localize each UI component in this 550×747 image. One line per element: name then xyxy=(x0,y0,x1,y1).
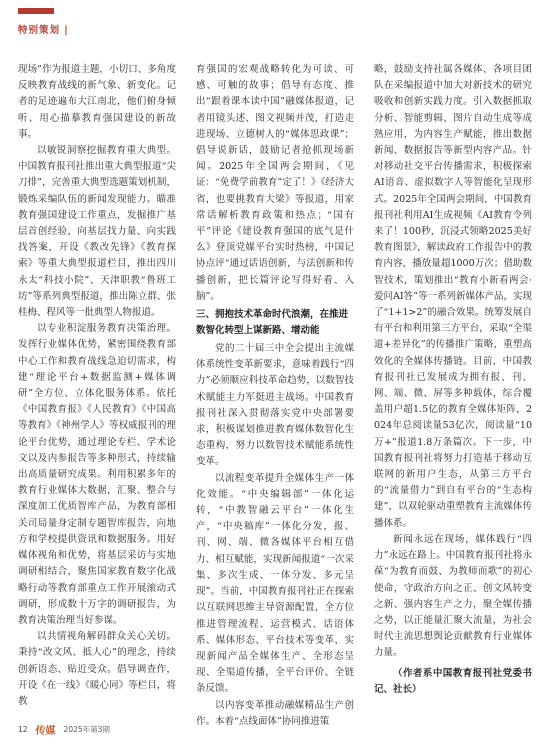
paragraph: 略，鼓励支持社属各媒体、各项目团队在采编报道中加大对新技术的研究吸收和创新实践力度。引入数据抓取分析、智能剪辑、图片自动生成等成熟应用，为内容生产赋能，推出数据新闻、数据报告等新型内容产品。针对移动社交平台传播需求，积极探索AI语音、虚拟数字人等智能化呈现形式。2025年全国两会期间，中国教育报刊社利用AI生成视频《AI教育令列来了！100秒，沉浸式领略2025美好教育图景》，解读政府工作报告中的教育内容，播放量超1000万次；借助数智技术，策划推出“教育小新看两会·爱问AI答”等一系列新媒体产品，实现了“1+1>2”的融合效果。统筹发展自有平台和利用第三方平台，采取“全渠道+差异化”的传播推广策略，重塑高效化的全媒体传播链。目前，中国教育报刊社已发展成为拥有报、刊、网、端、微、屏等多种载体，综合覆盖用户超1.5亿的教育全媒体矩阵，2024年总阅读量53亿次，阅读量“10万+”报道1.8万条篇次。下一步，中国教育报刊社将努力打造基于移动互联网的新用户生态，从第三方平台的“流量借力”到自有平台的“生态构建”，以双轮驱动重塑教育主流媒体传播体系。 xyxy=(374,64,532,529)
paragraph: 以内容变革推动融媒精品生产创作。本着“点线面体”协同推进策 xyxy=(196,699,354,727)
magazine-logo: 传媒 xyxy=(35,725,56,737)
paragraph: 以敏锐洞察挖掘教育重大典型。中国教育报刊社推出重大典型报道“尖刀排”，完善重大典型选题策划机制，锻炼采编队伍的新闻发现能力。瞄准教育强国建设工作重点，发掘推广基层首创经验，向基层找力量、向实践找答案，开设《教改先锋》《教育探索》等重大典型报道栏目，推出四川永太“科技小院”、天津职教“鲁班工坊”等系列典型报道，推出陈立群、张桂梅、程风等一批典型人物报道。 xyxy=(18,145,176,319)
page-footer xyxy=(18,722,110,736)
section-label: 特别策划 | xyxy=(18,25,69,36)
section-heading: 三、拥抱技术革命时代浪潮，在推进数智化转型上谋新路、增动能 xyxy=(196,309,349,337)
page-number: 12 xyxy=(18,724,28,734)
section-color-bar xyxy=(18,8,54,14)
paragraph: 育强国的宏观战略转化为可读、可感、可触的故事；倡导有态度、推出“跟着课本读中国”融媒体报道，记者用镜头述、图文视频并茂，打造走进现场、立德树人的“媒体思政课”；倡导说新话，鼓励记者抢抓现场新闻。2025年全国两会期间，《见证：“免费学前教育”定了！》《经济大省，也要挑教育大梁》等报道，用家常话解析教育政策和热点；“国有平”评论《建设教育强国的底气是什么》登顶党媒平台实时热榜，中国记协点评“通过话语创新，与法创新和传播创新，把长篇评论写得好看、入脑”。 xyxy=(196,64,354,302)
paragraph: 现场”作为报道主题，小切口、多角度反映教育战线的新气象、新变化。记者的足迹遍布大江南北，他们俯身倾听、用心描摹教育强国建设的新故事。 xyxy=(18,64,176,140)
paragraph: 以专业积淀服务教育决策治理。发挥行业媒体优势，紧密围绕教育部中心工作和教育战线急迫切需求，构建“理论平台+数据监测+媒体调研”全方位、立体化服务体系。依托《中国教育报》《人民教育》《中国高等教育》《神州学人》等权威报刊的理论平台优势，通过理论专栏、学术论文以及内参报告等多种形式，持续输出高质量研究成果。利用积累多年的教育行业媒体大数据，汇聚、整合与深度加工优质智库产品，为教育部相关司局量身定制专题智库报告，向地方和学校提供资讯和数据服务。用好媒体视角和优势，将基层采访与实地调研相结合，聚焦国家教育数字化战略行动等教育部重点工作开展滚动式调研，形成数十万字的调研报告，为教育决策治理当好参谋。 xyxy=(18,323,176,626)
article-body xyxy=(18,62,532,727)
column-3 xyxy=(374,62,532,712)
column-1 xyxy=(18,62,176,712)
author-note: （作者系中国教育报刊社党委书记、社长） xyxy=(374,667,532,695)
issue-label: 2025年第3期 xyxy=(63,724,110,734)
paragraph: 以共情视角解码群众关心关切。秉持“改文风、抵人心”的理念，持续创新语态、贴近受众。倡导调查作，开设《在一线》《暖心同》等栏目，将教 xyxy=(18,631,176,707)
paragraph: 新闻永远在现场，媒体践行“四力”永远在路上。中国教育报刊社将永葆“为教育而鼓、为教师而歌”的初心使命，守政治方向之正、创文风转变之新、强内容生产之力，聚全媒传播之势，以正能量汇聚大流量，为社会时代主流思想舆论贡献教育行业媒体力量。 xyxy=(374,533,532,659)
paragraph: 党的二十届三中全会提出主流媒体系统性变革新要求，意味着践行“四力”必须顺应科技革命趋势，以数智技术赋能主力军挺进主战场。中国教育报刊社深入贯彻落实党中央部署要求，积极谋划推进教育媒体数智化生态重构，努力以数智技术赋能系统性变革。 xyxy=(196,343,354,468)
paragraph: 以流程变革提升全媒体生产一体化效能。“中央编辑部”一体化运转，“中教智融云平台”一体化生产，“中央稿库”一体化分发，报、刊、网、端、微各媒体平台相互借力、相互赋能，实现新闻报道“一次采集、多次生成、一体分发、多元呈现”。当前，中国教育报刊社正在探索以互联网思维主导资源配置，全方位推进管理流程、运营模式、话语体系、媒体形态、平台技术等变革，实现新闻产品全媒体生产、全形态呈现、全渠道传播，全平台评价、全链条反馈。 xyxy=(196,472,354,695)
column-2 xyxy=(196,62,354,727)
